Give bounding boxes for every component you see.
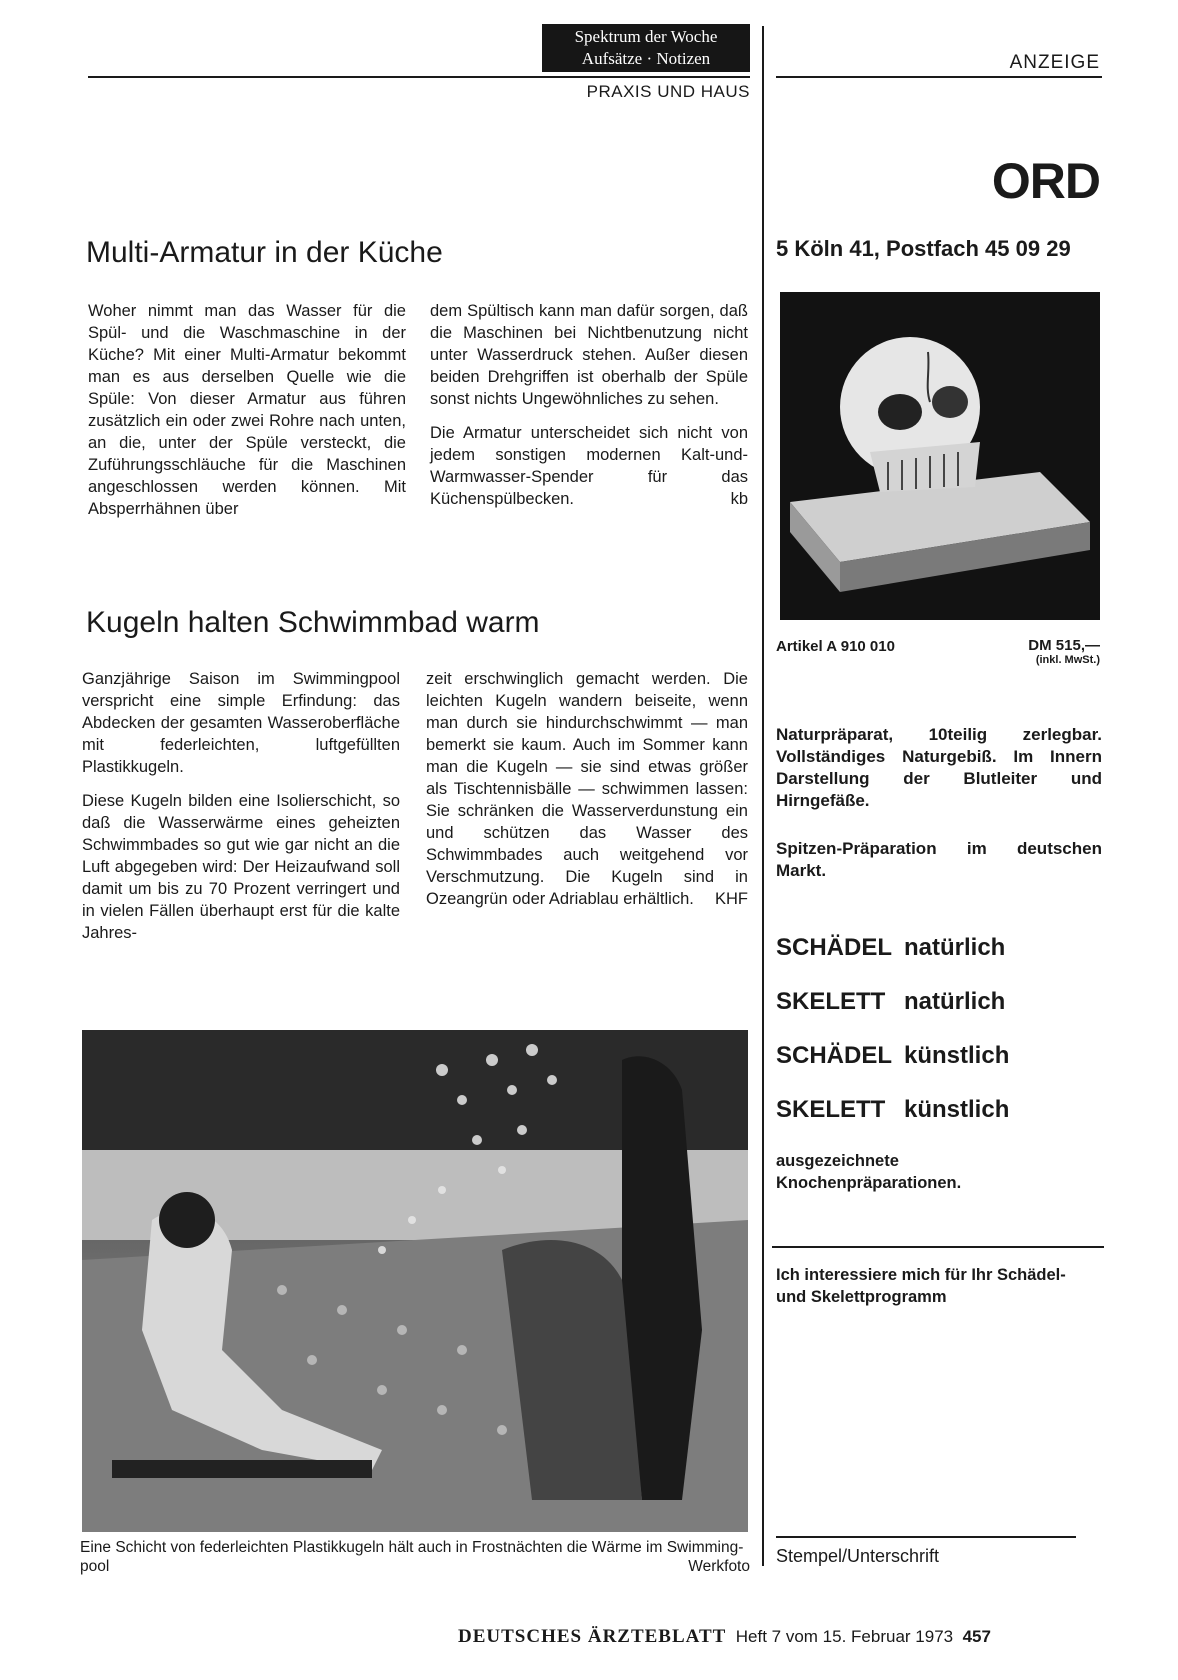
section-label-line2: Aufsätze · Notizen: [581, 49, 711, 68]
issue-info: Heft 7 vom 15. Februar 1973: [735, 1627, 954, 1646]
skull-photo: [780, 292, 1100, 620]
product-line-kind: natürlich: [904, 934, 1006, 961]
product-line-kind: künstlich: [904, 1042, 1010, 1069]
product-line-kind: künstlich: [904, 1096, 1010, 1123]
product-line-type: SCHÄDEL: [776, 934, 893, 961]
page-number: 457: [962, 1627, 991, 1646]
article-paragraph-text: zeit erschwinglich gemacht werden. Die leichten Kugeln wandern beiseite, wenn man durch sie hindurchschwimmt — man bemerkt sie kaum. Auch im Sommer kann man die Kugeln — sie sind etwas größer als Tischtennisbälle — schwimmen lassen: Sie schränken die Wasserverdunstung ein und schützen das Wasser des Schwimmbades auch weitgehend vor Verschmutzung. Die Kugeln sind in Ozeangrün oder Adriablau erhältlich.: [426, 670, 748, 908]
article-paragraph: [426, 668, 748, 910]
product-line-type: SKELETT: [776, 1096, 886, 1123]
article-paragraph-text: Die Armatur unterscheidet sich nicht von jedem sonstigen modernen Kalt-und-Warmwasser-Spender für das Küchenspülbecken.: [430, 424, 748, 508]
product-line: [776, 1042, 1102, 1070]
price: [960, 638, 1100, 668]
photo-caption-text: Eine Schicht von federleichten Plastikkugeln hält auch in Frostnächten die Wärme im Swimming-pool: [80, 1539, 744, 1575]
product-line-type: SCHÄDEL: [776, 1042, 893, 1069]
page-footer: [458, 1626, 991, 1648]
article-paragraph: Diese Kugeln bilden eine Isolierschicht, so daß die Wasserwärme eines geheizten Schwimmbades so gut wie gar nicht an die Luft abgegeben wird: Der Heizaufwand soll damit um bis zu 70 Prozent verringert und in vielen Fällen überhaupt erst für die kalte Jahres-: [82, 792, 400, 942]
article-column: [88, 300, 406, 520]
article-column: [426, 668, 748, 910]
company-address: 5 Köln 41, Postfach 45 09 29: [776, 236, 1071, 261]
subsection-title: PRAXIS UND HAUS: [586, 82, 750, 101]
company-name: ORD: [991, 153, 1100, 209]
author-signature: kb: [730, 490, 748, 508]
coupon-text: Ich interessiere mich für Ihr Schädel- und Skelettprogramm: [776, 1266, 1066, 1306]
product-claim: Spitzen-Präparation im deutschen Markt.: [776, 839, 1102, 880]
product-line-type: SKELETT: [776, 988, 886, 1015]
skull-photo-illustration: [780, 292, 1100, 620]
stamp-signature-label: Stempel/Unterschrift: [776, 1546, 940, 1566]
price-value: DM 515,—: [1028, 637, 1100, 654]
price-note: (inkl. MwSt.): [1035, 654, 1100, 666]
signature-rule: [776, 1536, 1076, 1538]
column-divider: [762, 26, 764, 1566]
journal-name: DEUTSCHES ÄRZTEBLATT: [458, 1626, 727, 1647]
header-rule-left: [88, 76, 750, 78]
section-label: [542, 24, 750, 72]
article-title: Multi-Armatur in der Küche: [86, 236, 443, 269]
article-number: Artikel A 910 010: [776, 638, 895, 655]
article-paragraph: Woher nimmt man das Wasser für die Spül- und die Waschmaschine in der Küche? Mit einer Multi-Armatur bekommt man es aus derselben Quelle wie die Spüle: Von dieser Armatur aus führen zusätzlich ein oder zwei Rohre nach unten, an die, unter der Spüle versteckt, die Zuführungsschläuche für die Maschinen angeschlossen werden können. Mit Absperrhähnen über: [88, 302, 406, 518]
coupon-rule: [772, 1246, 1104, 1248]
product-description: Naturpräparat, 10teilig zerlegbar. Vollständiges Naturgebiß. Im Innern Darstellung der Blutleiter und Hirngefäße.: [776, 725, 1102, 810]
product-line: [776, 1096, 1102, 1124]
article-paragraph: Ganzjährige Saison im Swimmingpool verspricht eine simple Erfindung: das Abdecken der gesamten Wasseroberfläche mit federleichten, luftgefüllten Plastikkugeln.: [82, 670, 400, 776]
ad-tagline: ausgezeichnete Knochenpräparationen.: [776, 1152, 962, 1192]
product-line: [776, 988, 1102, 1016]
ad-label: ANZEIGE: [1009, 52, 1100, 73]
header-rule-right: [776, 76, 1102, 78]
pool-photo: [82, 1030, 748, 1532]
article-paragraph: dem Spültisch kann man dafür sorgen, daß die Maschinen bei Nichtbenutzung nicht unter Wasserdruck stehen. Außer diesen beiden Drehgriffen ist oberhalb der Spüle sonst nichts Ungewöhnliches zu sehen.: [430, 302, 748, 408]
article-column: [430, 300, 748, 510]
product-line: [776, 934, 1102, 962]
section-label-line1: Spektrum der Woche: [574, 27, 718, 46]
article-title: Kugeln halten Schwimmbad warm: [86, 606, 540, 639]
author-signature: KHF: [715, 890, 748, 908]
article-column: [82, 668, 400, 944]
photo-caption: [80, 1538, 750, 1576]
photo-credit: Werkfoto: [688, 1558, 750, 1575]
article-paragraph: [430, 422, 748, 510]
pool-photo-illustration: [82, 1030, 748, 1532]
product-line-kind: natürlich: [904, 988, 1006, 1015]
